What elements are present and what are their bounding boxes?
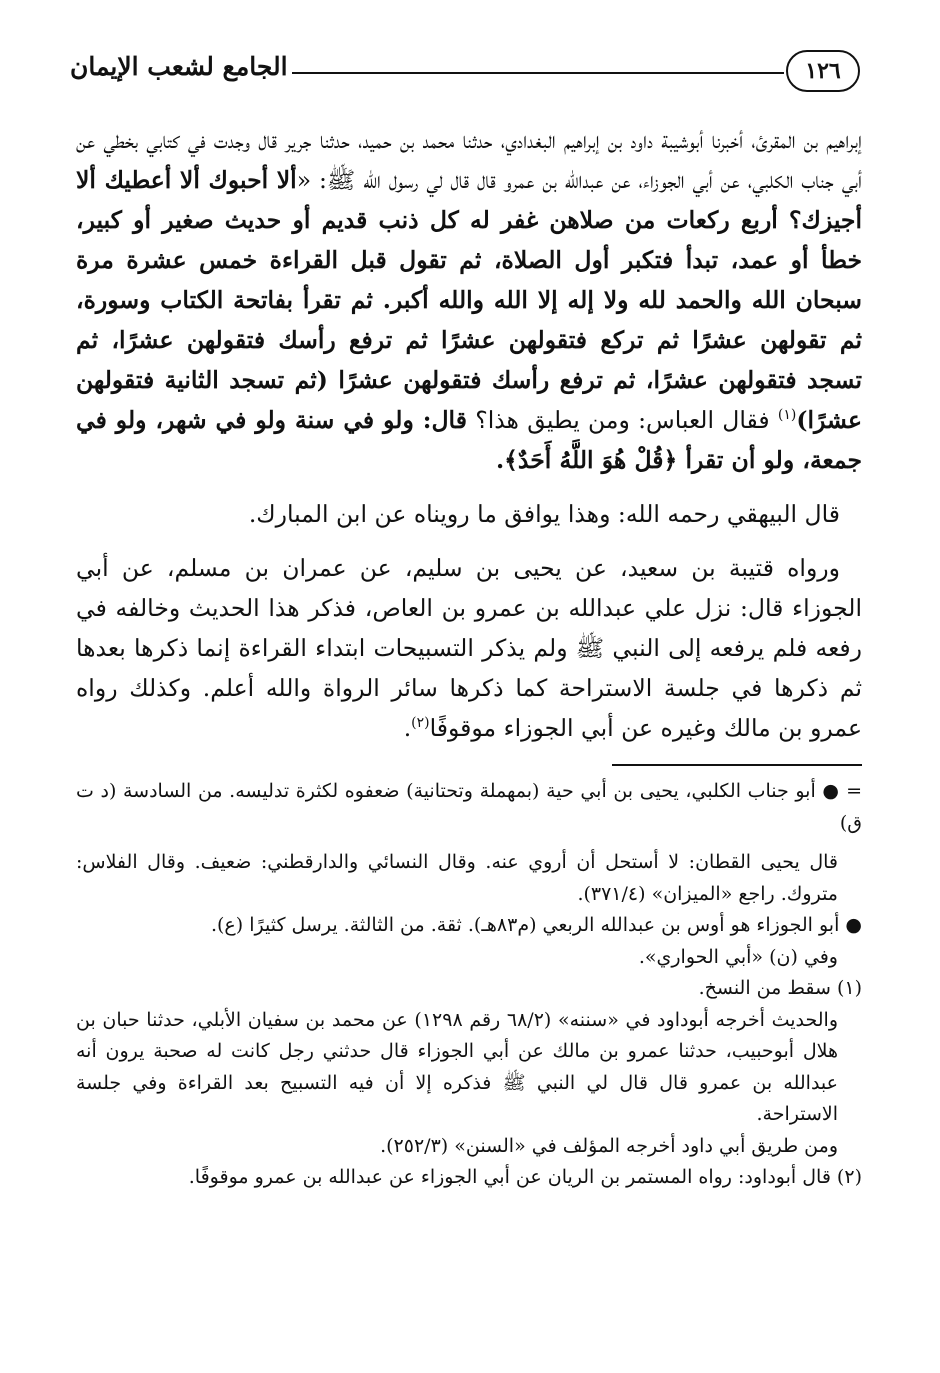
abbas-question: فقال العباس: ومن يطيق هذا؟ <box>466 406 778 434</box>
footnote-1-tariq: ومن طريق أبي داود أخرجه المؤلف في «السنن» (٢٥٢/٣). <box>380 1134 838 1157</box>
page-body <box>76 120 862 1194</box>
footnote-variant: وفي (ن) «أبي الحواري». <box>638 945 838 968</box>
page-number: ١٢٦ <box>786 50 860 92</box>
riwaya-text: ورواه قتيبة بن سعيد، عن يحيى بن سليم، عن عمران بن مسلم، عن أبي الجوزاء قال: نزل علي عبدالله بن عمرو بن العاص، فذكر هذا الحديث وخالفه في رفعه فلم يرفعه إلى النبي ﷺ ولم يذكر التسبيحات ابتداء القراءة إنما ذكرها بعدها ثم ذكرها في جلسة الاستراحة كما ذكرها سائر الرواة والله أعلم. وكذلك رواه عمرو بن مالك وغيره عن أبي الجوزاء موقوفًا <box>76 554 862 742</box>
header-rule <box>292 72 784 74</box>
footnote-qattan: قال يحيى القطان: لا أستحل أن أروي عنه. وقال النسائي والدارقطني: ضعيف. وقال الفلاس: متروك. راجع «الميزان» (٣٧١/٤). <box>76 851 838 905</box>
footnote-1-takhrij: والحديث أخرجه أبوداود في «سننه» (٦٨/٢ رقم ١٢٩٨) عن محمد بن سفيان الأبلي، حدثنا حبان بن هلال أبوحبيب، حدثنا عمرو بن مالك عن أبي الجوزاء قال حدثني رجل كانت له صحبة يرون أنه عبدالله بن عمرو قال قال لي النبي ﷺ فذكره إلا أن فيه التسبيح بعد القراءة وفي جلسة الاستراحة. <box>76 1008 839 1125</box>
footnote-abu-janab: = ● أبو جناب الكلبي، يحيى بن أبي حية (بمهملة وتحتانية) ضعفوه لكثرة تدليسه. من السادسة (د ت ق) <box>76 780 862 834</box>
isnad-text: إبراهيم بن المقرئ، أخبرنا أبوشيبة داود بن إبراهيم البغدادي، حدثنا محمد بن حميد، حدثنا جرير قال وجدت في كتابي بخطي عن أبي جناب الكلبي، عن أبي الجوزاء، عن عبدالله بن عمرو قال قال لي رسول الله ﷺ: « <box>76 126 862 194</box>
footnote-ref-1: (١) <box>777 407 797 424</box>
footnotes <box>76 776 862 1194</box>
hadith-paragraph <box>76 120 862 480</box>
riwaya-end: . <box>403 714 412 742</box>
hadith-matn-end: قال: ولو في سنة ولو في شهر، ولو في جمعة، ولو أن تقرأ ﴿قُلْ هُوَ اللَّهُ أَحَدٌ﴾. <box>76 406 862 474</box>
footnote-separator <box>612 764 862 766</box>
footnote-ref-2: (٢) <box>411 715 430 732</box>
footnote-1: (١) سقط من النسخ. <box>698 977 862 999</box>
riwaya-paragraph <box>76 548 862 748</box>
hadith-matn: ألا أحبوك ألا أعطيك ألا أجيزك؟ أربع ركعات من صلاهن غفر له كل ذنب قديم أو حديث صغير أو كبير، خطأ أو عمد، تبدأ فتكبر أول الصلاة، ثم تقول قبل القراءة خمس عشرة مرة سبحان الله والحمد لله ولا إله إلا الله والله أكبر. ثم تقرأ بفاتحة الكتاب وسورة، ثم تقولهن عشرًا ثم تركع فتقولهن عشرًا ثم ترفع رأسك فتقولهن عشرًا، ثم تسجد فتقولهن عشرًا، ثم ترفع رأسك فتقولهن عشرًا (ثم تسجد الثانية فتقولهن عشرًا) <box>76 166 862 434</box>
page-header <box>60 46 880 102</box>
running-title: الجامع لشعب الإيمان <box>70 52 288 81</box>
footnote-abu-jawza: ● أبو الجوزاء هو أوس بن عبدالله الربعي (م٨٣هـ). ثقة. من الثالثة. يرسل كثيرًا (ع). <box>210 914 862 936</box>
footnote-2: (٢) قال أبوداود: رواه المستمر بن الريان عن أبي الجوزاء عن عبدالله بن عمرو موقوفًا. <box>188 1166 862 1188</box>
bayhaqi-comment: قال البيهقي رحمه الله: وهذا يوافق ما رويناه عن ابن المبارك. <box>248 500 840 528</box>
